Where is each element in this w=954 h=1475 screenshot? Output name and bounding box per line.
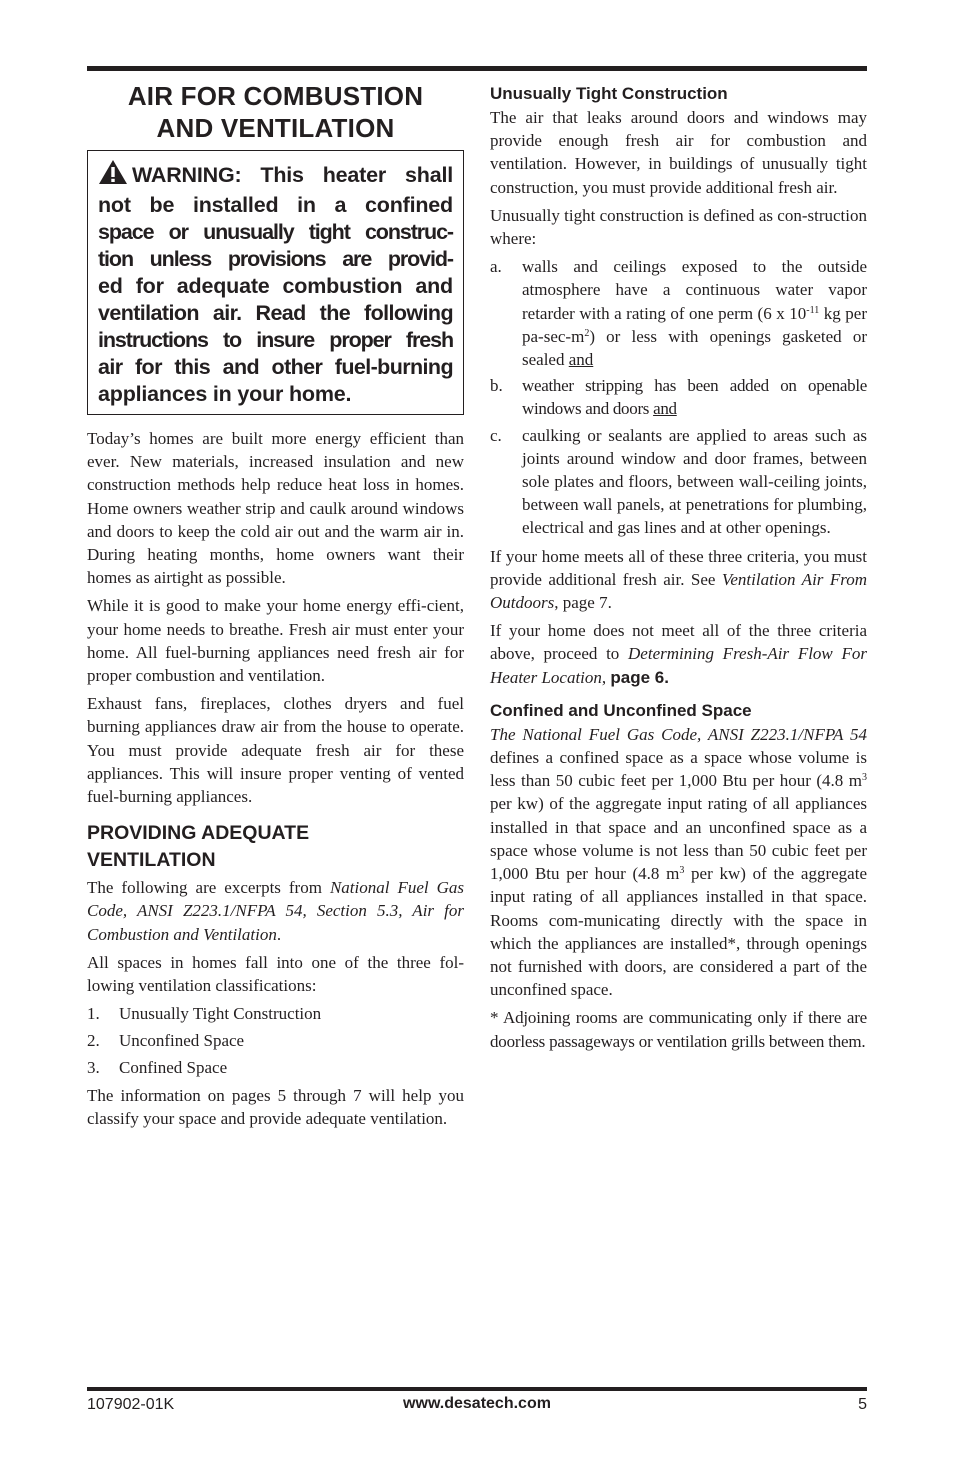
- list-item: 1. Unusually Tight Construction: [87, 1004, 322, 1024]
- providing-paragraph-2: All spaces in homes fall into one of the three fol-lowing ventilation classifications:: [87, 952, 464, 996]
- providing-heading: [87, 820, 464, 874]
- warning-line-9: appliances in your home.: [98, 382, 352, 406]
- warning-line-1: [98, 159, 453, 192]
- list-item: c. caulking or sealants are applied to areas such as joints around window and door frames, between sole plates and floors, between wall-ceiling joints, between wall panels, at penetrations for plumbing, electrical and gas lines and at other openings.: [490, 425, 867, 538]
- warning-line-4: tion unless provisions are provid-: [98, 247, 453, 271]
- page-footer: [87, 1394, 867, 1418]
- page-title: [87, 80, 464, 144]
- title-line-2: AND VENTILATION: [156, 113, 395, 143]
- classification-list: [87, 1002, 464, 1079]
- criteria-list: [490, 255, 867, 539]
- list-item: b. weather stripping has been added on openable windows and doors and: [490, 376, 867, 419]
- warning-line-7: instructions to insure proper fresh: [98, 328, 453, 352]
- intro-paragraph-1: Today’s homes are built more energy efficient than ever. New materials, increased insulation and new construction methods help reduce heat loss in homes. Home owners weather strip and caulk around windows and doors to keep the cold air out and the warm air in. During heating months, home owners want their homes as airtight as possible.: [87, 429, 464, 588]
- providing-heading-line-1: PROVIDING ADEQUATE: [87, 822, 310, 845]
- tight-paragraph-4: If your home does not meet all of the three criteria above, proceed to Determining Fresh-Air Flow For Heater Location, page 6.: [490, 621, 867, 687]
- warning-line-5: ed for adequate combustion and: [98, 274, 453, 298]
- providing-paragraph-1: The following are excerpts from National Fuel Gas Code, ANSI Z223.1/NFPA 54, Section 5.3, Air for Combustion and Ventilation.: [87, 878, 464, 944]
- intro-paragraph-3: Exhaust fans, fireplaces, clothes dryers and fuel burning appliances draw air from the house to operate. You must provide adequate fresh air for these appliances. This will insure proper venting of vented fuel-burning appliances.: [87, 694, 464, 807]
- warning-line-8: air for this and other fuel-burning: [98, 355, 453, 379]
- confined-space-heading: Confined and Unconfined Space: [490, 700, 752, 720]
- providing-paragraph-3: The information on pages 5 through 7 will help you classify your space and provide adequate ventilation.: [87, 1085, 464, 1129]
- document-code: 107902-01K: [87, 1396, 175, 1413]
- tight-paragraph-1: The air that leaks around doors and windows may provide enough fresh air for combustion and ventilation. However, in buildings of unusually tight construction, you must provide additional fresh air.: [490, 108, 867, 197]
- tight-construction-heading: Unusually Tight Construction: [490, 84, 728, 103]
- tight-paragraph-3: If your home meets all of these three criteria, you must provide additional fresh air. See Ventilation Air From Outdoors, page 7.: [490, 546, 867, 613]
- left-column: [87, 78, 464, 1135]
- page-number: 5: [858, 1396, 867, 1413]
- warning-text-1: WARNING: This heater shall: [132, 163, 453, 187]
- list-item: 3. Confined Space: [87, 1057, 228, 1077]
- list-item: a. walls and ceilings exposed to the outside atmosphere have a continuous water vapor retarder with a rating of one perm (6 x $10^{-11}$ kg per $pa-\sec-m^2$) or less with openings gasketed or sealed and: [490, 257, 868, 370]
- confined-paragraph-2: * Adjoining rooms are communicating only if there are doorless passageways or ventilation grills between them.: [490, 1008, 867, 1051]
- title-line-1: AIR FOR COMBUSTION: [127, 81, 424, 111]
- warning-line-6: ventilation air. Read the following: [98, 301, 453, 325]
- warning-line-2: not be installed in a confined: [98, 193, 453, 217]
- list-item: 2. Unconfined Space: [87, 1030, 245, 1050]
- intro-paragraph-2: While it is good to make your home energy effi-cient, your home needs to breathe. Fresh air must enter your home. All fuel-burning appliances need fresh air for proper combustion and ventilation.: [87, 596, 464, 686]
- confined-paragraph-1: The National Fuel Gas Code, ANSI Z223.1/NFPA 54 defines a confined space as a space whose volume is less than 50 cubic feet per 1,000 Btu per hour (4.8 $m^3$ per kw) of the aggregate input rating of all appliances installed in that space and an unconfined space as a space whose volume is not less than 50 cubic feet per 1,000 Btu per hour (4.8 $m^3$ per kw) of the aggregate input rating of all appliances installed in that space. Rooms com-municating directly with the space in which the appliances are installed*, through openings not furnished with doors, are considered a part of the unconfined space.: [490, 724, 867, 1000]
- website-url: www.desatech.com: [403, 1395, 551, 1412]
- tight-paragraph-2: Unusually tight construction is defined as con-struction where:: [490, 205, 867, 249]
- providing-heading-line-2: VENTILATION: [87, 849, 216, 872]
- warning-box: [87, 150, 464, 415]
- right-column: [490, 82, 867, 1058]
- warning-line-3: space or unusually tight construc-: [98, 220, 453, 244]
- warning-triangle-icon: [98, 159, 128, 192]
- top-rule: [87, 66, 867, 71]
- bottom-rule: [87, 1387, 867, 1391]
